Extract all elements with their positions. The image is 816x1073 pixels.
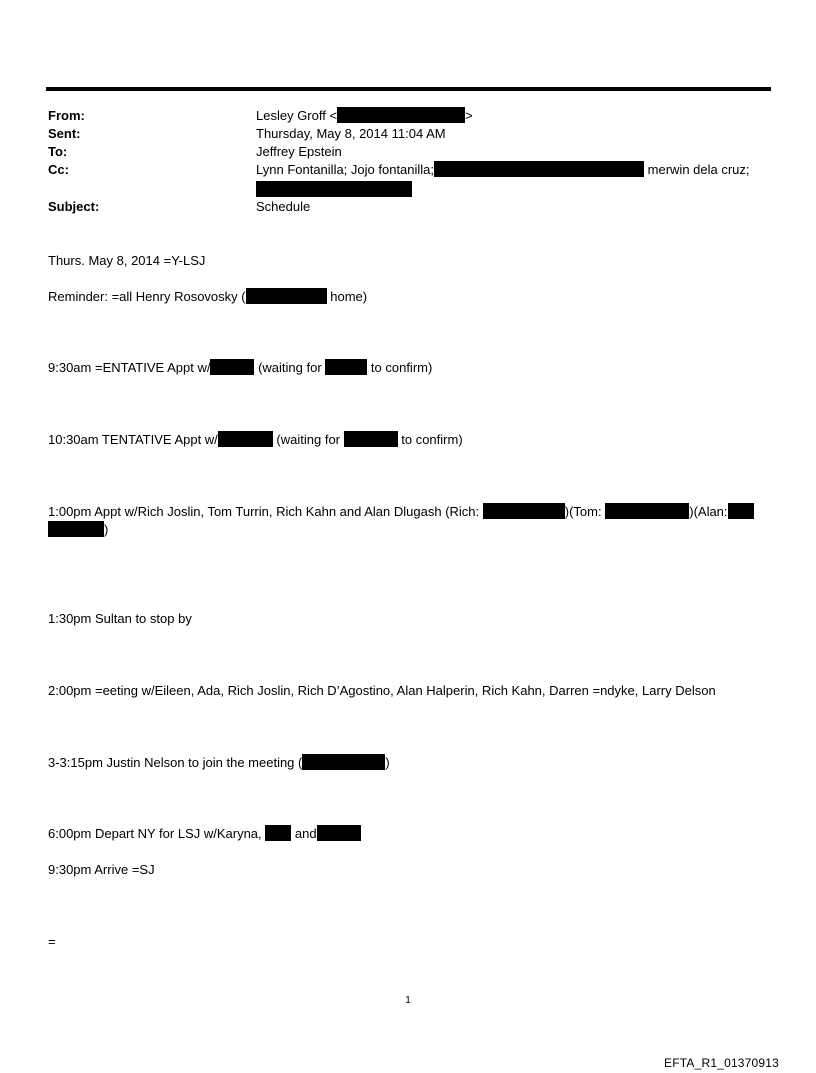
line-text: 10:30am TENTATIVE Appt w/: [48, 432, 218, 447]
reminder-line: [48, 288, 367, 306]
from-label: From:: [48, 108, 85, 123]
cc-label: Cc:: [48, 162, 69, 177]
from-close: >: [465, 108, 473, 123]
to-label: To:: [48, 144, 68, 159]
line-text: 1:00pm Appt w/Rich Joslin, Tom Turrin, Rich Kahn and Alan Dlugash (Rich:: [48, 504, 480, 519]
redaction: [265, 825, 291, 841]
line-text: )(Tom:: [564, 504, 602, 519]
redaction: [210, 359, 254, 375]
line-text: 9:30am =ENTATIVE Appt w/: [48, 360, 211, 375]
from-name: Lesley Groff <: [256, 108, 338, 123]
redaction: [434, 161, 644, 177]
schedule-line-200pm: 2:00pm =eeting w/Eileen, Ada, Rich Joslin, Rich D’Agostino, Alan Halperin, Rich Kahn, Darren =ndyke, Larry Delson: [48, 683, 716, 698]
redaction: [325, 359, 367, 375]
reminder-text: Reminder: =all Henry Rosovosky (: [48, 289, 246, 304]
schedule-line-1030am: [48, 431, 463, 449]
redaction: [728, 503, 754, 519]
line-text: (waiting for: [276, 432, 340, 447]
subject-label: Subject:: [48, 199, 100, 214]
schedule-line-3pm: [48, 754, 390, 772]
from-value: [256, 107, 473, 125]
redaction: [605, 503, 689, 519]
header-rule: [46, 87, 771, 91]
redaction: [337, 107, 465, 123]
schedule-line-130pm: 1:30pm Sultan to stop by: [48, 611, 192, 626]
redaction: [344, 431, 398, 447]
line-text: (waiting for: [258, 360, 322, 375]
line-text: 3-3:15pm Justin Nelson to join the meeting (: [48, 755, 303, 770]
line-text: to confirm): [401, 432, 463, 447]
sent-value: Thursday, May 8, 2014 11:04 AM: [256, 126, 446, 141]
line-text: and: [294, 826, 317, 841]
line-text: )(Alan:: [689, 504, 728, 519]
trailing-equals: =: [48, 934, 56, 949]
cc-names-2: merwin dela cruz;: [647, 162, 750, 177]
cc-value: [256, 161, 750, 179]
date-line: Thurs. May 8, 2014 =Y-LSJ: [48, 253, 206, 268]
redaction: [302, 754, 385, 770]
redaction: [218, 431, 273, 447]
schedule-line-100pm: [48, 503, 754, 521]
line-text: 6:00pm Depart NY for LSJ w/Karyna,: [48, 826, 262, 841]
schedule-line-930pm: 9:30pm Arrive =SJ: [48, 862, 155, 877]
schedule-line-100pm-cont: [48, 521, 108, 539]
sent-label: Sent:: [48, 126, 81, 141]
reminder-end: home): [330, 289, 368, 304]
redaction: [246, 288, 327, 304]
bates-number: EFTA_R1_01370913: [664, 1056, 780, 1070]
line-text: ): [104, 522, 109, 537]
redaction: [256, 181, 412, 197]
line-text: to confirm): [370, 360, 433, 375]
redaction: [317, 825, 361, 841]
redaction: [48, 521, 104, 537]
schedule-line-600pm: [48, 825, 361, 843]
schedule-line-930am: [48, 359, 432, 377]
line-text: ): [385, 755, 390, 770]
subject-value: Schedule: [256, 199, 311, 214]
to-value: Jeffrey Epstein: [256, 144, 342, 159]
cc-names: Lynn Fontanilla; Jojo fontanilla;: [256, 162, 435, 177]
page-number: 1: [405, 995, 411, 1006]
redaction: [483, 503, 565, 519]
